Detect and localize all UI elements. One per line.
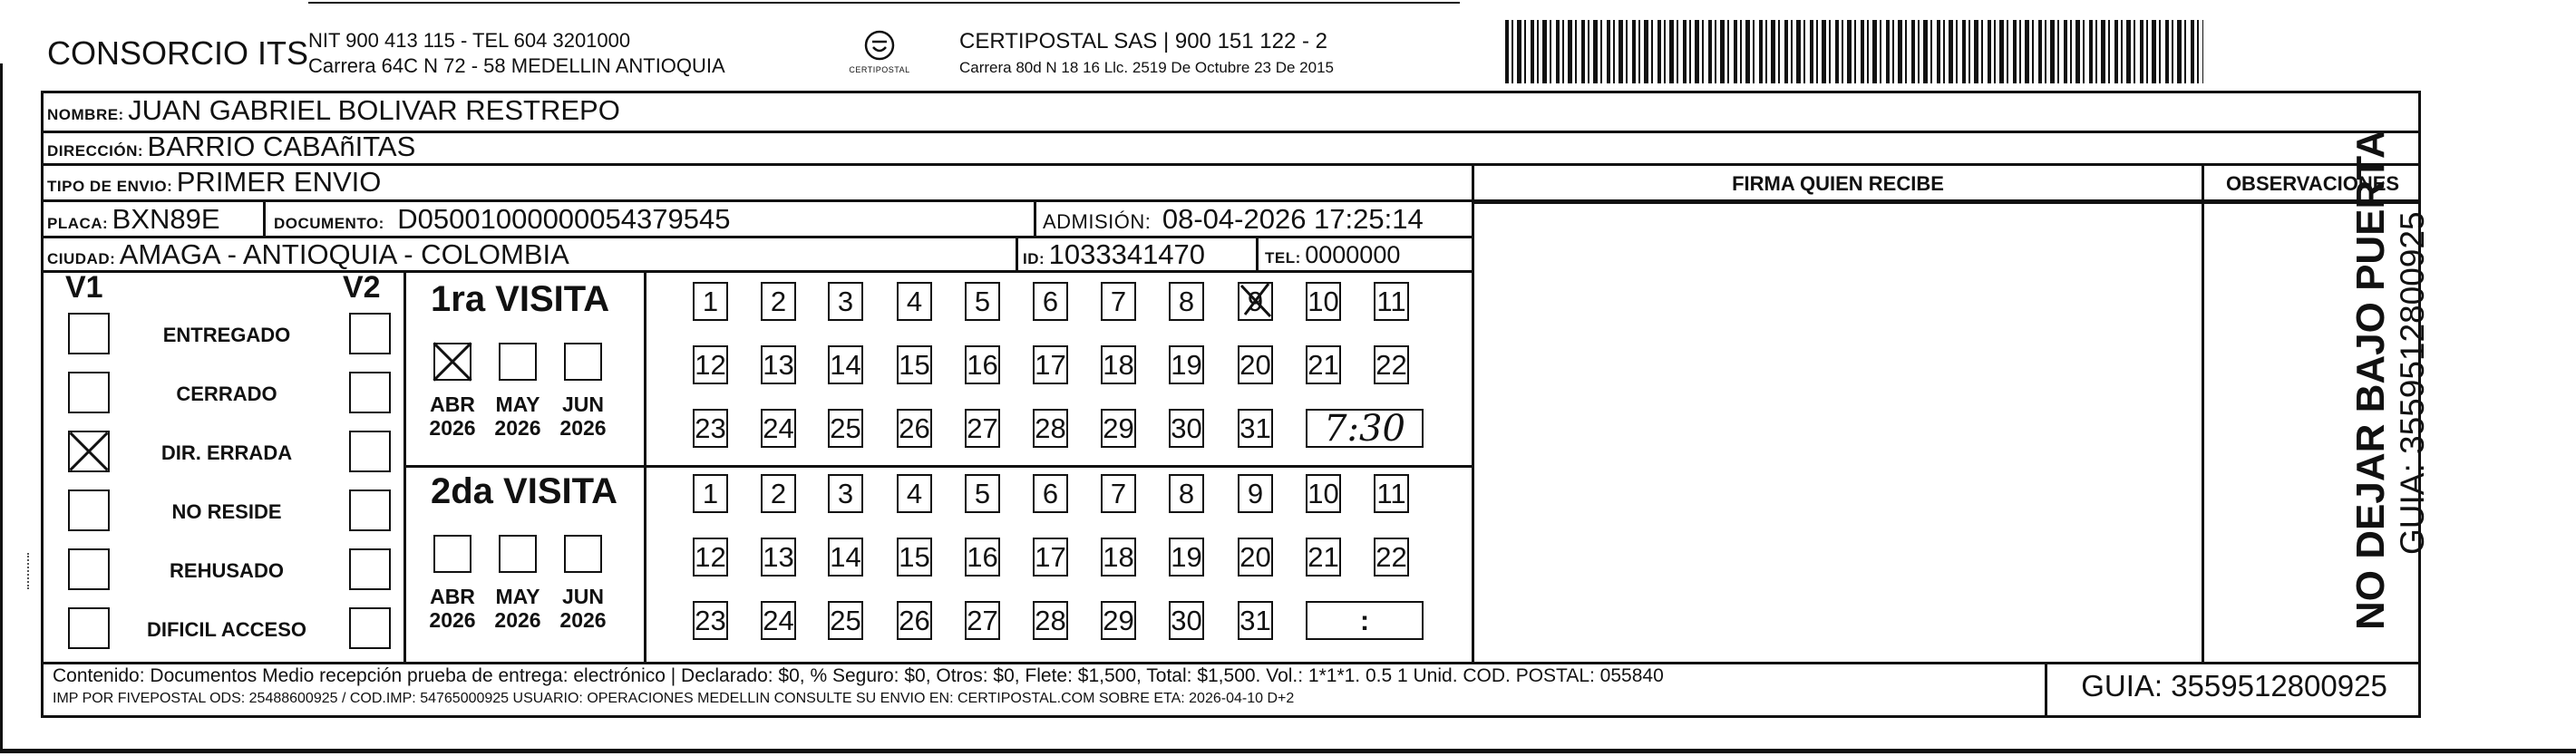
visit2-day-box[interactable]: 26 [897,601,932,640]
month-name: MAY [495,393,540,416]
month-name: JUN [561,585,604,608]
visit2-day-box[interactable]: 12 [693,538,728,577]
visit1-month-label [421,393,484,440]
visit2-day-box[interactable]: 5 [965,474,1000,513]
status-label: CERRADO [176,383,277,405]
visit2-title: 2da VISITA [431,471,617,511]
barcode [1505,20,2203,83]
visit1-day-box[interactable]: 16 [965,345,1000,384]
documento-label: DOCUMENTO: [274,215,384,232]
id-cell [1023,238,1205,271]
tipo-row [47,166,381,199]
carrier-line2: Carrera 80d N 18 16 Llc. 2519 De Octubre 23 De 2015 [959,59,1334,76]
footer-line1: Contenido: Documentos Medio recepción prueba de entrega: electrónico | Declarado: $0, % Seguro: $0, Otros: $0, Flete: $1,500, Total: $1,500. Vol.: 1*1*1. 0.5 1 Unid. COD. POSTAL: 055840 [53,665,1664,686]
footer-line2: IMP POR FIVEPOSTAL ODS: 25488600925 / COD.IMP: 54765000925 USUARIO: OPERACIONES MEDELLIN CONSULTE SU ENVIO EN: CERTIPOSTAL.COM SOBRE ETA: 2026-04-10 D+2 [53,691,1295,706]
visit2-time-box[interactable] [1306,601,1424,640]
visit2-day-box[interactable]: 29 [1101,601,1136,640]
visit2-day-box[interactable]: 22 [1374,538,1409,577]
visit2-month-label [486,585,549,632]
visit2-day-box[interactable]: 23 [693,601,728,640]
v1-checkbox[interactable] [68,372,110,413]
visit2-day-box[interactable]: 7 [1101,474,1136,513]
ciudad-cell [47,238,569,271]
v2-checkbox[interactable] [349,372,391,413]
id-value: 1033341470 [1048,238,1206,270]
admision-cell [1043,203,1424,236]
visit2-day-box[interactable]: 21 [1306,538,1341,577]
id-divider [1016,237,1018,272]
month-name: ABR [430,585,475,608]
month-name: JUN [561,393,604,416]
placa-label: PLACA: [47,215,109,232]
v2-checkbox[interactable] [349,489,391,531]
v2-checkbox[interactable] [349,431,391,472]
visit1-day-box[interactable]: 24 [761,409,796,448]
tipo-value: PRIMER ENVIO [176,166,382,198]
visit2-day-box[interactable]: 14 [828,538,863,577]
company-line2: Carrera 64C N 72 - 58 MEDELLIN ANTIOQUIA [308,54,725,77]
visit2-day-box[interactable]: 3 [828,474,863,513]
visit1-day-box[interactable]: 13 [761,345,796,384]
carrier-line1: CERTIPOSTAL SAS | 900 151 122 - 2 [959,29,1327,53]
v1-checkbox[interactable] [68,313,110,354]
visit1-day-box[interactable]: 25 [828,409,863,448]
month-year: 2026 [429,416,476,440]
month-year: 2026 [429,608,476,632]
visit-divider [403,465,1473,468]
visit1-day-box[interactable]: 28 [1033,409,1068,448]
tel-cell [1265,241,1400,269]
visit2-day-box[interactable]: 25 [828,601,863,640]
visit1-day-box[interactable]: 7 [1101,282,1136,321]
visit1-month-label [551,393,615,440]
visit1-day-box[interactable]: 4 [897,282,932,321]
visit2-day-box[interactable]: 24 [761,601,796,640]
visit2-day-box[interactable]: 18 [1101,538,1136,577]
visit2-day-box[interactable]: 19 [1169,538,1204,577]
visit2-month-checkbox[interactable] [499,535,537,573]
admision-value: 08-04-2026 17:25:14 [1162,203,1424,235]
visit2-day-box[interactable]: 17 [1033,538,1068,577]
visit1-day-box[interactable]: 8 [1169,282,1204,321]
visit2-day-box[interactable]: 11 [1374,474,1409,513]
month-year: 2026 [559,416,607,440]
visit1-day-box[interactable]: 21 [1306,345,1341,384]
visit2-month-label [421,585,484,632]
visit1-time-box[interactable] [1306,409,1424,448]
v1-label: V1 [65,270,103,305]
nombre-row [47,94,620,127]
month-year: 2026 [494,416,541,440]
visit2-day-box[interactable]: 28 [1033,601,1068,640]
visit1-day-box[interactable]: 3 [828,282,863,321]
direccion-value: BARRIO CABAñITAS [147,131,416,162]
v1-checkbox[interactable] [68,431,110,472]
visit2-day-box[interactable]: 30 [1169,601,1204,640]
visit1-day-box[interactable]: 17 [1033,345,1068,384]
visit1-day-box[interactable]: 20 [1238,345,1273,384]
visit1-month-label [486,393,549,440]
visit2-day-box[interactable]: 4 [897,474,932,513]
nombre-label: NOMBRE: [47,106,124,123]
tel-value: 0000000 [1305,241,1401,268]
visit2-day-box[interactable]: 8 [1169,474,1204,513]
visit1-day-box[interactable]: 27 [965,409,1000,448]
time-value: : [1359,604,1370,636]
firma-header: FIRMA QUIEN RECIBE [1732,172,1944,195]
v2-checkbox[interactable] [349,313,391,354]
visit2-day-box[interactable]: 31 [1238,601,1273,640]
visit1-day-box[interactable]: 26 [897,409,932,448]
logo-text: CERTIPOSTAL [849,65,910,74]
tipo-label: TIPO DE ENVIO: [47,178,173,195]
placa-cell [47,203,220,236]
visit1-day-box[interactable]: 5 [965,282,1000,321]
v1-checkbox[interactable] [68,489,110,531]
visit1-month-checkbox[interactable] [433,343,471,381]
visit1-day-box[interactable]: 12 [693,345,728,384]
row-line [41,163,2421,166]
documento-value: D05001000000054379545 [397,203,731,235]
visit1-day-box[interactable]: 18 [1101,345,1136,384]
company-line1: NIT 900 413 115 - TEL 604 3201000 [308,29,631,52]
left-edge-line [0,63,3,752]
placa-value: BXN89E [112,203,220,235]
placa-divider [263,201,266,237]
visit2-day-box[interactable]: 20 [1238,538,1273,577]
bottom-edge-line [0,749,2576,753]
time-value: 7:30 [1324,407,1405,450]
month-year: 2026 [559,608,607,632]
status-label: DIFICIL ACCESO [146,618,306,641]
visit1-day-box[interactable]: 15 [897,345,932,384]
visit1-day-box[interactable]: 6 [1033,282,1068,321]
cross-mark-icon [1236,278,1276,322]
side-guia: GUIA: 3559512800925 [2394,211,2431,555]
visit1-day-box[interactable]: 11 [1374,282,1409,321]
visit2-month-checkbox[interactable] [433,535,471,573]
visit1-day-box[interactable]: 10 [1306,282,1341,321]
visit1-day-box[interactable]: 2 [761,282,796,321]
admision-divider [1034,201,1036,237]
visit1-day-box[interactable]: 14 [828,345,863,384]
direccion-label: DIRECCIÓN: [47,142,144,160]
top-edge-line [308,2,1460,4]
visit1-day-box[interactable]: 22 [1374,345,1409,384]
col-sub-line [1472,201,2202,204]
ciudad-value: AMAGA - ANTIOQUIA - COLOMBIA [119,238,569,270]
tel-label: TEL: [1265,249,1301,267]
v1-checkbox[interactable] [68,607,110,649]
direccion-row [47,131,415,163]
visit1-day-box[interactable]: 1 [693,282,728,321]
side-warning: NO DEJAR BAJO PUERTA [2348,130,2393,630]
col-firma-left [1472,166,1474,663]
row-line [41,662,2421,664]
col-obs-left [2202,166,2204,663]
visit1-month-checkbox[interactable] [564,343,602,381]
visit2-day-box[interactable]: 1 [693,474,728,513]
id-label: ID: [1023,250,1045,267]
admision-label: ADMISIÓN: [1043,210,1152,233]
month-year: 2026 [494,608,541,632]
v2-checkbox[interactable] [349,548,391,590]
month-name: MAY [495,585,540,608]
v2-label: V2 [343,270,381,305]
visit2-day-box[interactable]: 27 [965,601,1000,640]
visit2-day-box[interactable]: 9 [1238,474,1273,513]
margin-scribble [27,553,34,589]
month-name: ABR [430,393,475,416]
visit2-day-box[interactable]: 10 [1306,474,1341,513]
footer-guia: GUIA: 3559512800925 [2081,669,2387,703]
visit2-day-box[interactable]: 15 [897,538,932,577]
visit1-day-box[interactable]: 31 [1238,409,1273,448]
v2-checkbox[interactable] [349,607,391,649]
visit2-day-box[interactable]: 2 [761,474,796,513]
visit2-day-box[interactable]: 6 [1033,474,1068,513]
company-name: CONSORCIO ITS [47,34,309,72]
visit1-month-checkbox[interactable] [499,343,537,381]
status-label: ENTREGADO [162,324,291,346]
visit2-day-box[interactable]: 13 [761,538,796,577]
status-label: NO RESIDE [171,500,282,523]
visit1-day-box[interactable]: 23 [693,409,728,448]
visit2-month-checkbox[interactable] [564,535,602,573]
nombre-value: JUAN GABRIEL BOLIVAR RESTREPO [128,94,620,126]
visit1-title: 1ra VISITA [431,279,610,319]
ciudad-label: CIUDAD: [47,250,116,267]
v1-checkbox[interactable] [68,548,110,590]
visit1-day-box[interactable]: 29 [1101,409,1136,448]
certipostal-logo [839,27,920,78]
visit1-day-box[interactable]: 9 [1238,282,1273,321]
status-label: DIR. ERRADA [160,441,293,464]
visit1-day-box[interactable]: 30 [1169,409,1204,448]
status-label: REHUSADO [170,559,284,582]
tel-divider [1256,237,1259,272]
visit2-day-box[interactable]: 16 [965,538,1000,577]
documento-cell [274,203,730,236]
observaciones-header: OBSERVACIONES [2225,172,2400,195]
visit2-month-label [551,585,615,632]
visit1-day-box[interactable]: 19 [1169,345,1204,384]
